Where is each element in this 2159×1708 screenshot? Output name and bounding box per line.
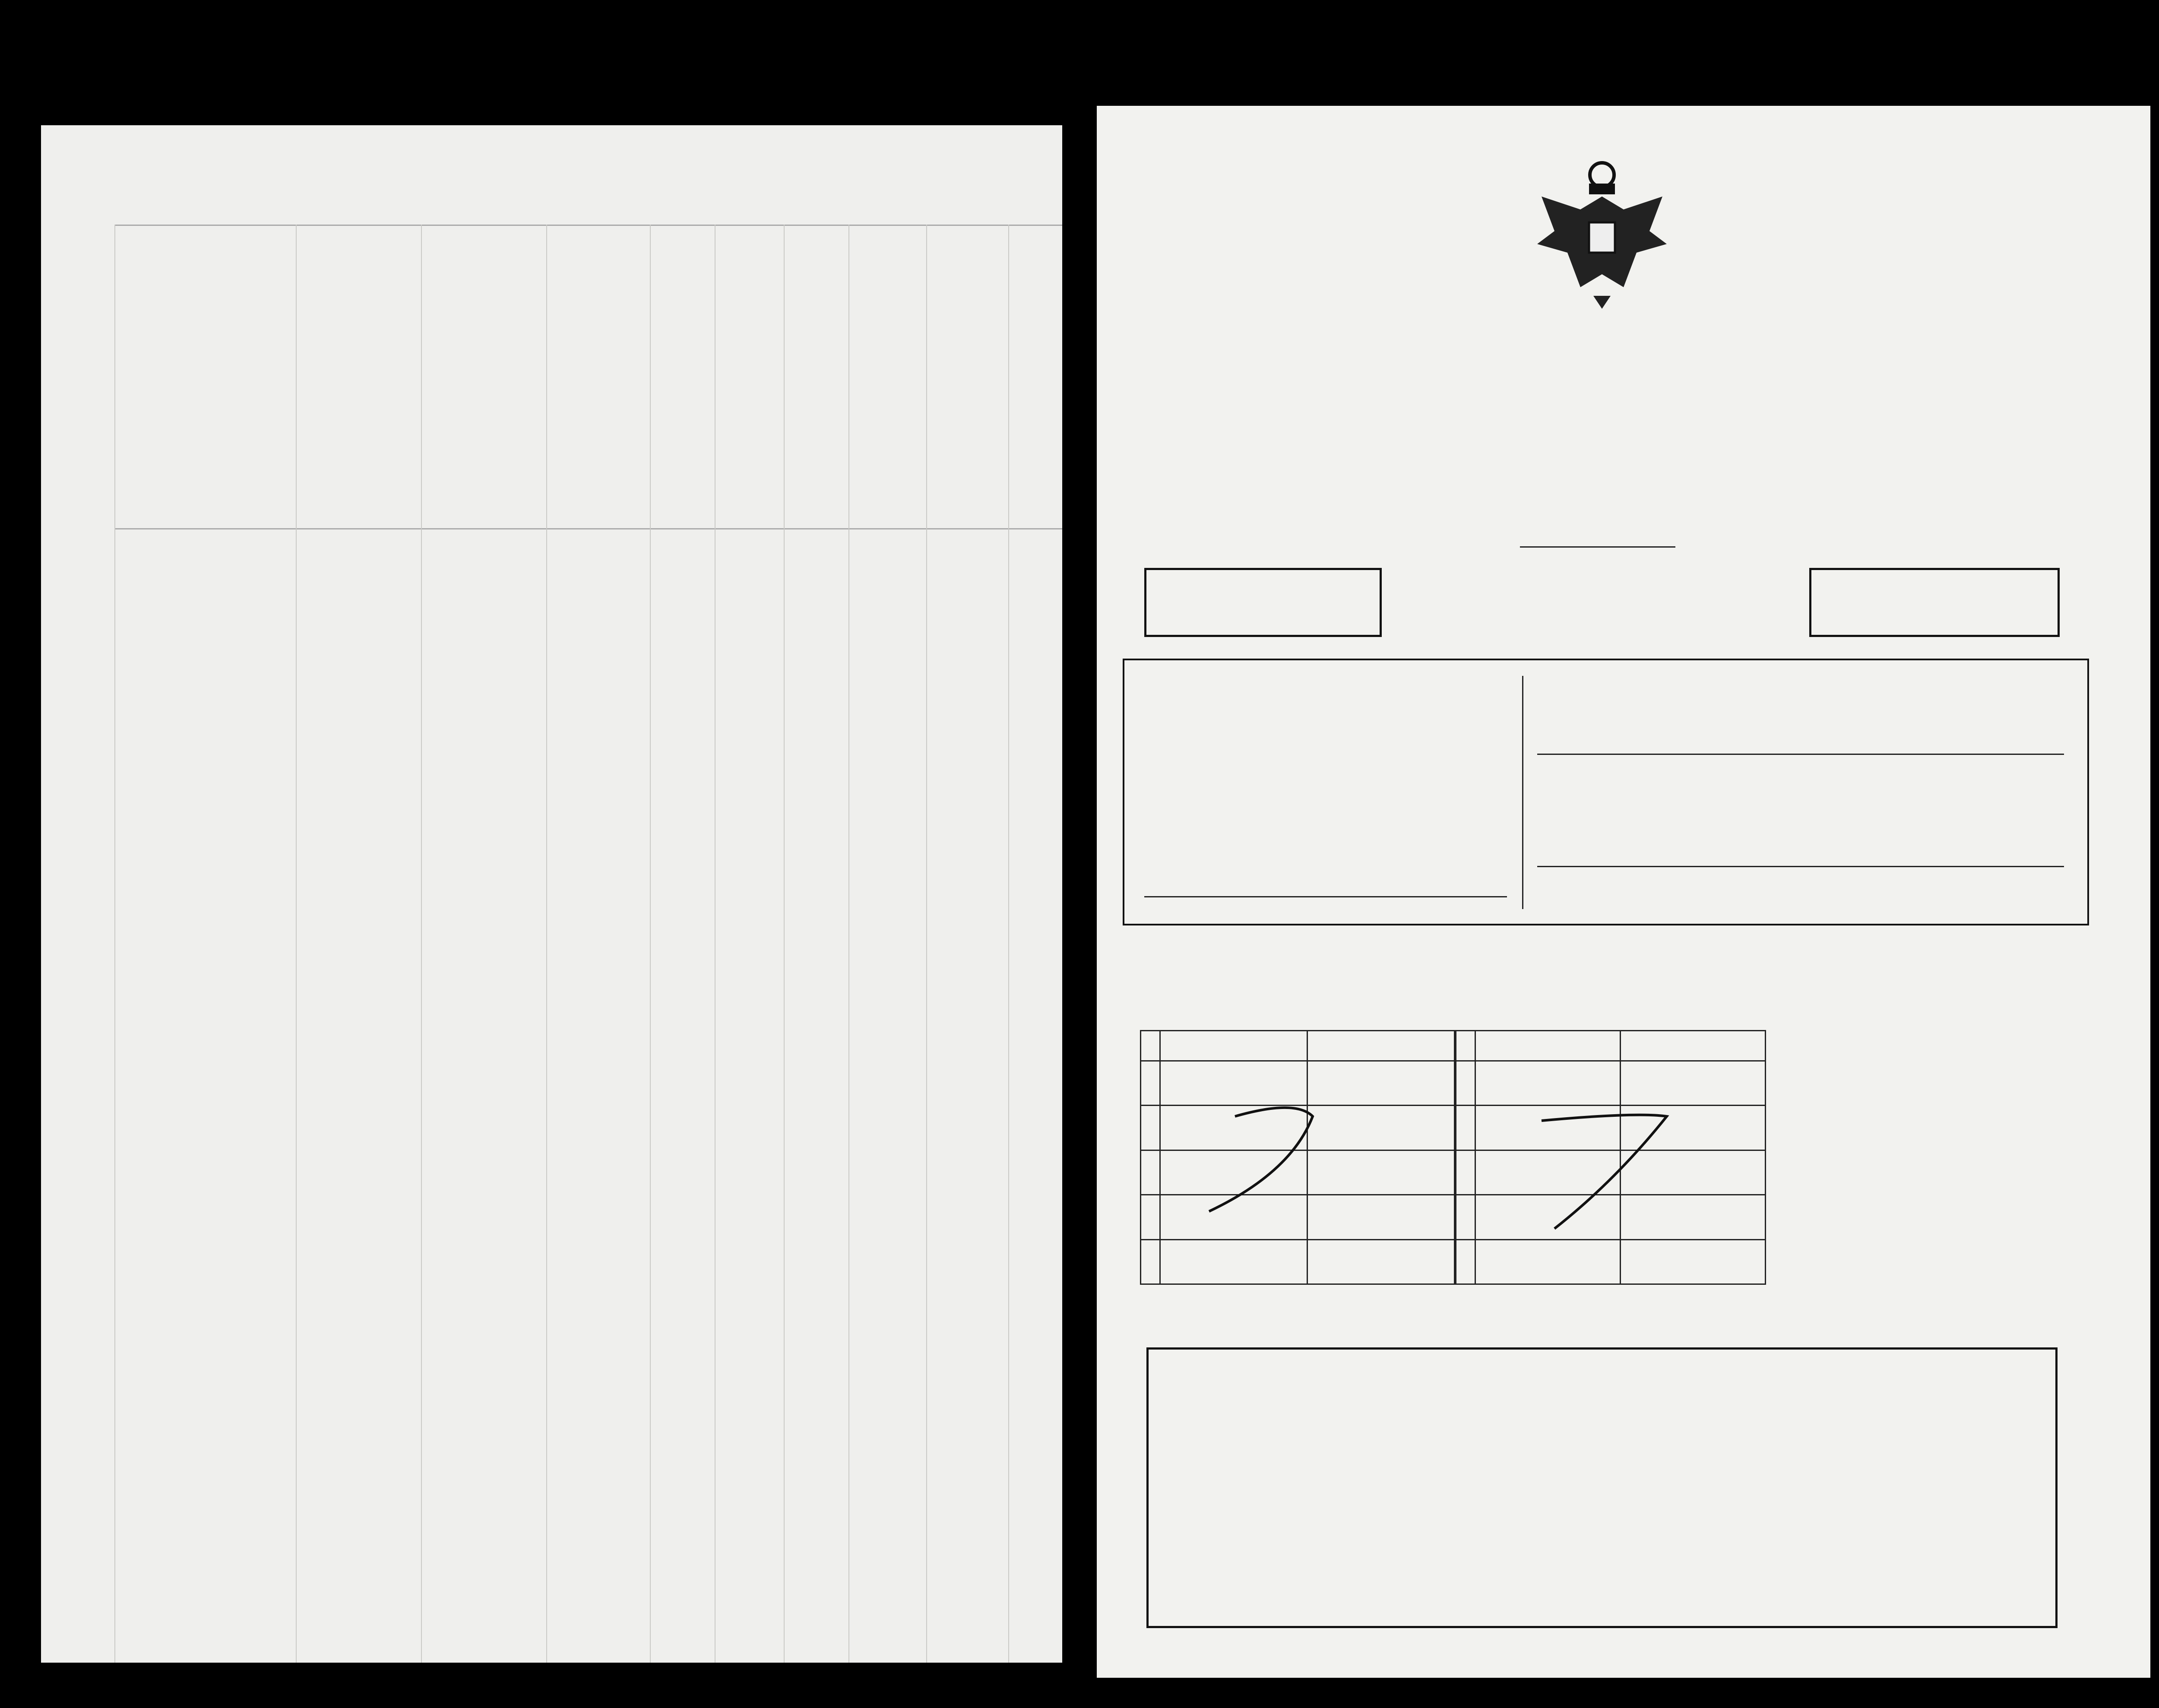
uezd-box — [1809, 568, 2060, 637]
gubernia-box — [1144, 568, 1382, 637]
col-roof-header — [1307, 1031, 1455, 1061]
col-material-header — [1160, 1031, 1307, 1061]
summary-table — [1146, 1347, 2058, 1628]
ornament-divider — [1520, 546, 1675, 548]
left-page — [41, 125, 1062, 1663]
right-page — [1097, 106, 2150, 1678]
dash-strokes — [1183, 1086, 1766, 1285]
info-block — [1123, 659, 2089, 925]
left-header-band — [114, 225, 1062, 529]
imperial-eagle-icon — [1524, 158, 1680, 313]
